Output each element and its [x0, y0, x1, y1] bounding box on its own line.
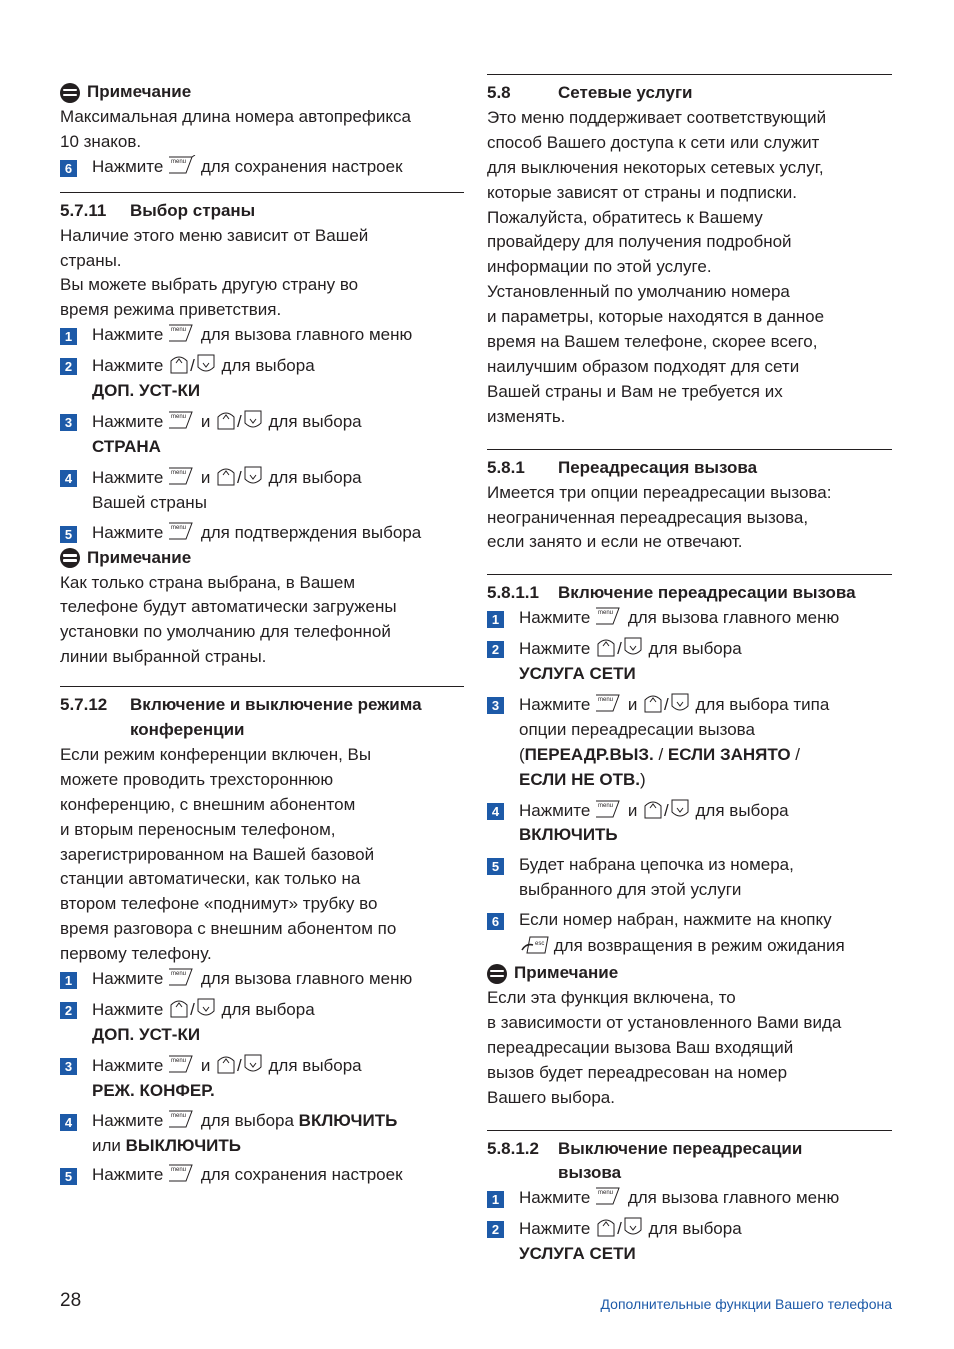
svg-text:menu: menu: [171, 971, 187, 978]
step-number-badge: 1: [60, 972, 77, 989]
menu-key-icon: [168, 521, 196, 541]
note-heading: Примечание: [60, 546, 464, 571]
note-heading: Примечание: [487, 961, 892, 986]
svg-text:menu: menu: [171, 413, 187, 420]
section-text: Если режим конференции включен, Вы можете проводить трехстороннюю конференцию, с внешним абонентом и вторым переносным телефоном, зарегистрированном на Вашей базовой станции автоматически, как только на втором телефоне «поднимут» трубку во время разговора с внешним абонентом по первому телефону.: [60, 744, 397, 964]
step: 3 Нажмите menu и / для выбора типа опции переадресации вызова (ПЕРЕАДР.ВЫЗ. / ЕСЛИ ЗАНЯТО / ЕСЛИ НЕ ОТВ.): [487, 692, 892, 793]
step: 5 Нажмите menu для подтверждения выбора: [60, 521, 464, 546]
navigation-up-key-icon: [215, 465, 237, 487]
step-number-badge: 4: [60, 470, 77, 487]
navigation-up-key-icon: [168, 997, 190, 1019]
step-number-badge: 3: [60, 414, 77, 431]
svg-text:menu: menu: [171, 1167, 187, 1174]
menu-key-icon: [168, 466, 196, 486]
svg-text:esc: esc: [535, 941, 545, 948]
step-number-badge: 1: [487, 611, 504, 628]
menu-key-icon: [168, 967, 196, 987]
step-number-badge: 1: [60, 328, 77, 345]
navigation-down-key-icon: [242, 465, 264, 487]
section-text: Это меню поддерживает соответствующий способ Вашего доступа к сети или служит для выключения некоторых сетевых услуг, которые зависят от страны и подписки. Пожалуйста, обратитесь к Вашему провайдеру для получения подробной информации по этой услуге. Установленный по умолчанию номера и параметры, которые находятся в данное время на Вашем телефоне, скорее всего, наилучшим образом подходят для сети Вашей страны и Вам не требуется их изменять.: [487, 107, 827, 426]
left-column: [60, 74, 464, 1188]
navigation-down-key-icon: [195, 997, 217, 1019]
step: 2 Нажмите / для выбора ДОП. УСТ-КИ: [60, 997, 464, 1048]
note-icon: [487, 964, 507, 984]
page-number: 28: [60, 1290, 82, 1311]
navigation-down-key-icon: [195, 353, 217, 375]
navigation-up-key-icon: [642, 798, 664, 820]
menu-key-icon: [168, 1109, 196, 1129]
step: 1 Нажмите menu для вызова главного меню: [487, 606, 892, 631]
section-heading-5-8-1-2: 5.8.1.2 Выключение переадресации вызова: [487, 1138, 803, 1183]
step: 1 Нажмите menu для вызова главного меню: [487, 1186, 892, 1211]
step: 5 Будет набрана цепочка из номера, выбранного для этой услуги: [487, 853, 892, 903]
note-heading: Примечание: [60, 80, 464, 105]
chapter-title: Дополнительные функции Вашего телефона: [600, 1296, 892, 1312]
section-heading-5-8: 5.8 Сетевые услуги: [487, 83, 693, 102]
svg-text:menu: menu: [171, 1112, 187, 1119]
step-number-badge: 6: [60, 160, 77, 177]
note-text: Максимальная длина номера автопрефикса 10 знаков.: [60, 107, 411, 151]
step: 1 Нажмите menu для вызова главного меню: [60, 323, 464, 348]
menu-key-icon: [168, 323, 196, 343]
step: 2 Нажмите / для выбора УСЛУГА СЕТИ: [487, 1216, 892, 1267]
step: 2 Нажмите / для выбора УСЛУГА СЕТИ: [487, 636, 892, 687]
svg-text:menu: menu: [598, 802, 614, 809]
step: 4 Нажмите menu и / для выбора Вашей страны: [60, 465, 464, 516]
menu-key-icon: [168, 1163, 196, 1183]
step-number-badge: 3: [60, 1058, 77, 1075]
navigation-down-key-icon: [669, 692, 691, 714]
svg-text:menu: menu: [598, 696, 614, 703]
svg-text:menu: menu: [171, 469, 187, 476]
svg-text:menu: menu: [171, 327, 187, 334]
step-number-badge: 6: [487, 913, 504, 930]
step-number-badge: 4: [60, 1114, 77, 1131]
menu-key-icon: [595, 606, 623, 626]
step: 5 Нажмите menu для сохранения настроек: [60, 1163, 464, 1188]
menu-key-icon: [595, 693, 623, 713]
step-number-badge: 5: [60, 526, 77, 543]
section-text: Наличие этого меню зависит от Вашей страны. Вы можете выбрать другую страну во время режима приветствия.: [60, 225, 369, 320]
section-heading-5-7-12: 5.7.12 Включение и выключение режима конференции: [60, 695, 422, 740]
note-text: Как только страна выбрана, в Вашем телефоне будут автоматически загружены установки по умолчанию для телефонной линии выбранной страны.: [60, 572, 397, 667]
navigation-down-key-icon: [242, 1053, 264, 1075]
step-number-badge: 2: [487, 1221, 504, 1238]
navigation-up-key-icon: [642, 692, 664, 714]
menu-key-icon: [168, 1054, 196, 1074]
step: 3 Нажмите menu и / для выбора РЕЖ. КОНФЕР.: [60, 1053, 464, 1104]
menu-key-icon: [595, 799, 623, 819]
navigation-up-key-icon: [595, 636, 617, 658]
step: 6 Нажмите menu для сохранения настроек: [60, 155, 464, 180]
step: 3 Нажмите menu и / для выбора СТРАНА: [60, 409, 464, 460]
navigation-down-key-icon: [622, 1216, 644, 1238]
menu-key-icon: [168, 155, 196, 175]
navigation-down-key-icon: [669, 798, 691, 820]
navigation-up-key-icon: [595, 1216, 617, 1238]
menu-key-icon: [595, 1186, 623, 1206]
section-heading-5-8-1-1: 5.8.1.1 Включение переадресации вызова: [487, 583, 856, 603]
section-heading-5-7-11: 5.7.11 Выбор страны: [60, 200, 256, 220]
svg-text:menu: menu: [171, 524, 187, 531]
step-number-badge: 5: [60, 1168, 77, 1185]
step-number-badge: 2: [60, 358, 77, 375]
step: 4 Нажмите menu и / для выбора ВКЛЮЧИТЬ: [487, 798, 892, 849]
navigation-up-key-icon: [215, 1053, 237, 1075]
note-text: Если эта функция включена, то в зависимости от установленного Вами вида переадресации вызова Ваш входящий вызов будет переадресован на номер Вашего выбора.: [487, 988, 842, 1107]
navigation-down-key-icon: [242, 409, 264, 431]
step-number-badge: 2: [60, 1002, 77, 1019]
step-number-badge: 2: [487, 641, 504, 658]
menu-key-icon: [168, 410, 196, 430]
page-footer: [60, 1289, 892, 1315]
right-column: [487, 74, 892, 1267]
step: 1 Нажмите menu для вызова главного меню: [60, 967, 464, 992]
step-number-badge: 5: [487, 858, 504, 875]
section-text: Имеется три опции переадресации вызова: неограниченная переадресация вызова, если занято и если не отвечают.: [487, 482, 832, 552]
note-icon: [60, 83, 80, 103]
navigation-up-key-icon: [215, 409, 237, 431]
step-number-badge: 1: [487, 1191, 504, 1208]
step-number-badge: 4: [487, 803, 504, 820]
note-icon: [60, 548, 80, 568]
svg-text:menu: menu: [171, 1057, 187, 1064]
step: 2 Нажмите / для выбора ДОП. УСТ-КИ: [60, 353, 464, 404]
section-heading-5-8-1: 5.8.1 Переадресация вызова: [487, 457, 758, 477]
svg-text:menu: menu: [598, 1190, 614, 1197]
svg-text:menu: menu: [598, 610, 614, 617]
end-call-key-icon: [519, 933, 549, 955]
svg-text:menu: menu: [171, 158, 187, 165]
navigation-down-key-icon: [622, 636, 644, 658]
navigation-up-key-icon: [168, 353, 190, 375]
step: 6 Если номер набран, нажмите на кнопку esc для возвращения в режим ожидания: [487, 908, 892, 959]
step: 4 Нажмите menu для выбора ВКЛЮЧИТЬ или ВЫКЛЮЧИТЬ: [60, 1109, 464, 1159]
step-number-badge: 3: [487, 697, 504, 714]
